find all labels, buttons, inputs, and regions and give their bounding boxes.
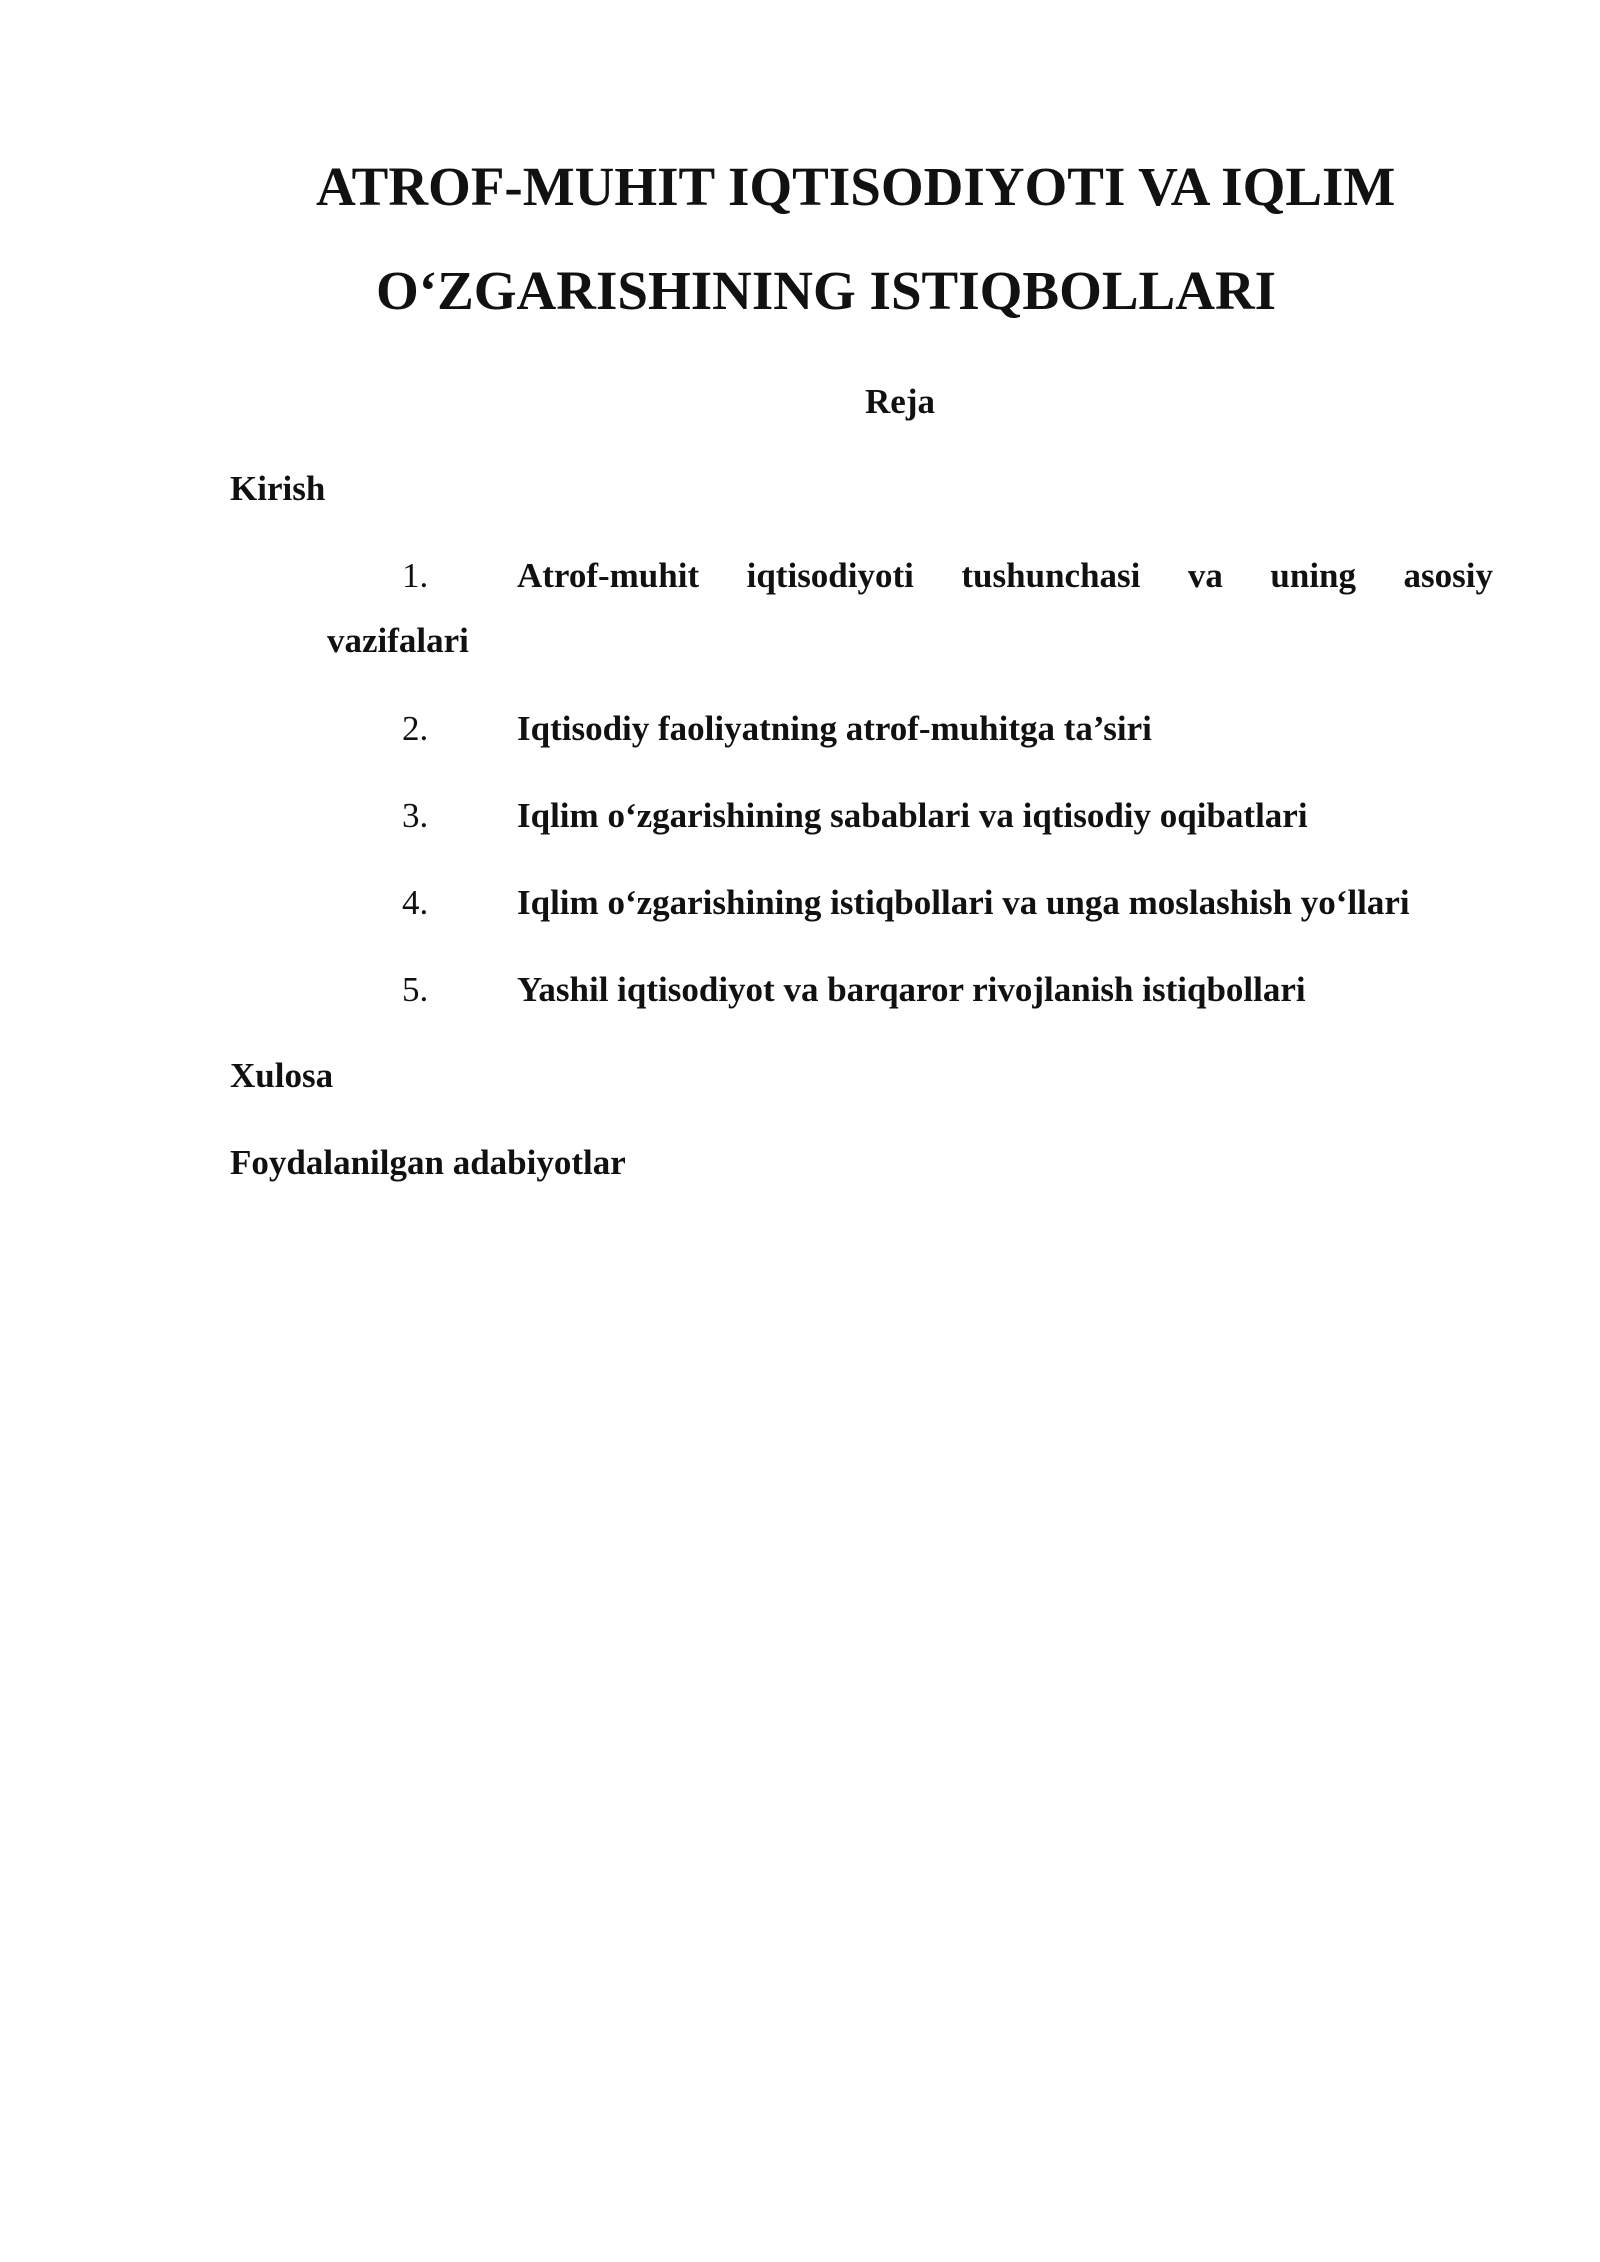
list-item-number: 3.: [402, 796, 429, 835]
list-item-text: Iqtisodiy faoliyatning atrof-muhitga ta’siri: [517, 709, 1152, 748]
plan-heading-text: Reja: [865, 382, 935, 421]
conclusion-label: Xulosa: [230, 1056, 334, 1095]
list-item-continuation-text: vazifalari: [327, 621, 469, 660]
intro-label: Kirish: [230, 469, 326, 508]
list-item-number: 2.: [402, 709, 429, 748]
list-item-number: 5.: [402, 970, 429, 1009]
document-title-line-2: O‘ZGARISHINING ISTIQBOLLARI: [376, 260, 1277, 321]
list-item-text: Atrof-muhit iqtisodiyoti tushunchasi va uning asosiy: [517, 556, 1493, 595]
plan-heading: [0, 380, 1600, 424]
list-item-number: 1.: [402, 556, 429, 595]
list-item-text: Yashil iqtisodiyot va barqaror rivojlanish istiqbollari: [517, 970, 1306, 1009]
document-title-line-1: ATROF-MUHIT IQTISODIYOTI VA IQLIM: [316, 156, 1396, 217]
list-item-text: Iqlim o‘zgarishining sabablari va iqtisodiy oqibatlari: [517, 796, 1308, 835]
references-label: Foydalanilgan adabiyotlar: [230, 1143, 626, 1182]
list-item-text: Iqlim o‘zgarishining istiqbollari va unga moslashish yo‘llari: [517, 883, 1410, 922]
list-item-number: 4.: [402, 883, 429, 922]
